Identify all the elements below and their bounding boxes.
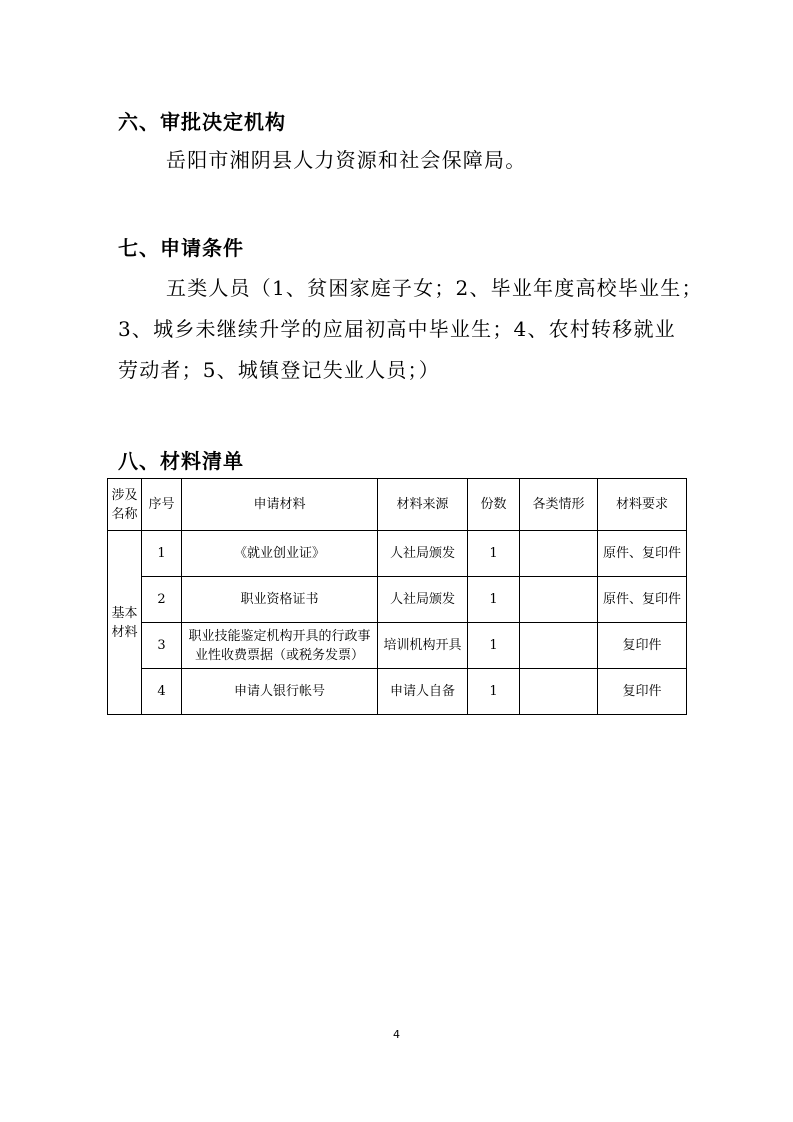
section7-line-2: 3、城乡未继续升学的应届初高中毕业生；4、农村转移就业 bbox=[118, 317, 676, 341]
header-number: 序号 bbox=[142, 479, 182, 531]
header-copies: 份数 bbox=[468, 479, 520, 531]
row-requirement: 原件、复印件 bbox=[598, 531, 687, 577]
header-requirement: 材料要求 bbox=[598, 479, 687, 531]
header-situation: 各类情形 bbox=[520, 479, 598, 531]
row-situation bbox=[520, 669, 598, 715]
section7-body bbox=[118, 268, 703, 391]
row-requirement: 原件、复印件 bbox=[598, 577, 687, 623]
row-situation bbox=[520, 577, 598, 623]
row-number: 3 bbox=[142, 623, 182, 669]
row-source: 人社局颁发 bbox=[378, 577, 468, 623]
group-label: 基本材料 bbox=[108, 531, 142, 715]
table-row bbox=[108, 577, 687, 623]
table-row bbox=[108, 669, 687, 715]
row-copies: 1 bbox=[468, 623, 520, 669]
page-number: 4 bbox=[393, 1028, 400, 1041]
section7-line-3: 劳动者；5、城镇登记失业人员；） bbox=[118, 358, 440, 382]
row-material: 申请人银行帐号 bbox=[182, 669, 378, 715]
row-requirement: 复印件 bbox=[598, 623, 687, 669]
table-header-row bbox=[108, 479, 687, 531]
row-copies: 1 bbox=[468, 669, 520, 715]
header-source: 材料来源 bbox=[378, 479, 468, 531]
section7-heading: 七、申请条件 bbox=[118, 236, 244, 260]
header-material: 申请材料 bbox=[182, 479, 378, 531]
section7-line-1: 五类人员（1、贫困家庭子女；2、毕业年度高校毕业生； bbox=[166, 276, 703, 300]
row-source: 培训机构开具 bbox=[378, 623, 468, 669]
table-row bbox=[108, 531, 687, 577]
row-material: 《就业创业证》 bbox=[182, 531, 378, 577]
row-number: 2 bbox=[142, 577, 182, 623]
row-material: 职业技能鉴定机构开具的行政事业性收费票据（或税务发票） bbox=[182, 623, 378, 669]
row-requirement: 复印件 bbox=[598, 669, 687, 715]
header-category: 涉及名称 bbox=[108, 479, 142, 531]
section6-body: 岳阳市湘阴县人力资源和社会保障局。 bbox=[166, 148, 527, 172]
row-situation bbox=[520, 531, 598, 577]
row-material: 职业资格证书 bbox=[182, 577, 378, 623]
materials-table bbox=[107, 478, 687, 715]
row-situation bbox=[520, 623, 598, 669]
row-copies: 1 bbox=[468, 577, 520, 623]
row-copies: 1 bbox=[468, 531, 520, 577]
table-row bbox=[108, 623, 687, 669]
section8-heading: 八、材料清单 bbox=[118, 449, 244, 473]
row-source: 申请人自备 bbox=[378, 669, 468, 715]
row-source: 人社局颁发 bbox=[378, 531, 468, 577]
row-number: 1 bbox=[142, 531, 182, 577]
row-number: 4 bbox=[142, 669, 182, 715]
section6-heading: 六、审批决定机构 bbox=[118, 110, 286, 134]
